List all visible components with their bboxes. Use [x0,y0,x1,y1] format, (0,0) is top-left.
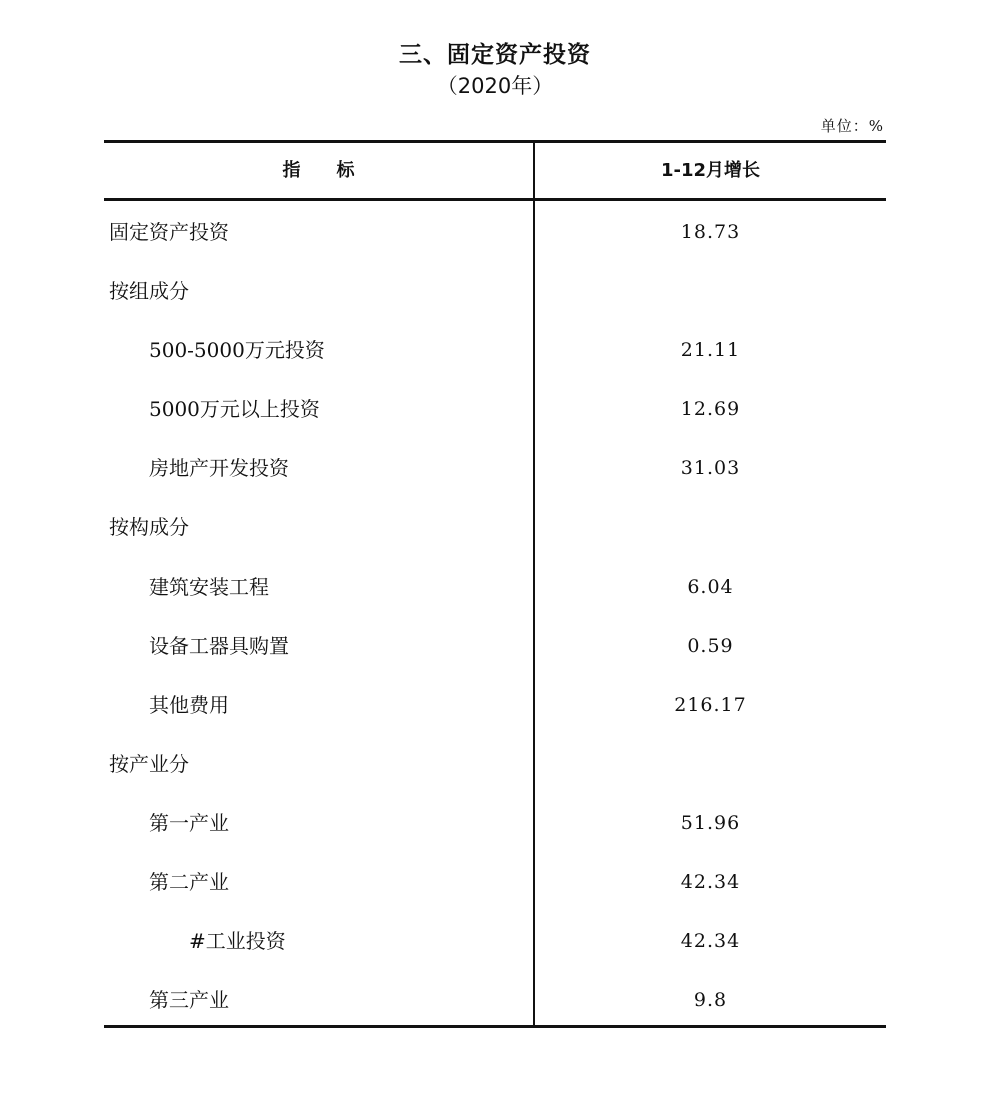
header-growth: 1-12月增长 [660,160,761,181]
row-label: #工业投资 [189,929,286,954]
row-label: 按构成分 [109,515,189,540]
table-body [104,201,886,1028]
row-value: 0.59 [687,634,734,657]
row-value [535,496,886,555]
header-indicator: 指标 [282,160,391,181]
page-subtitle: （2020年） [436,74,554,98]
row-value: 18.73 [680,221,741,243]
unit-label: 单位：% [820,117,884,135]
table-row [104,910,886,969]
table-row [104,201,886,260]
row-label: 其他费用 [149,692,229,717]
table-row [104,378,886,437]
table-row [104,851,886,910]
row-value: 31.03 [680,457,741,480]
row-label: 第二产业 [149,870,229,895]
row-value [535,260,886,319]
row-value: 51.96 [680,811,741,834]
table-row [104,556,886,615]
table-row [104,260,886,319]
data-table [104,140,886,1028]
table-row [104,969,886,1028]
row-value: 42.34 [680,930,741,953]
table-row [104,319,886,378]
row-label: 设备工器具购置 [149,633,289,658]
row-value: 21.11 [680,339,741,362]
table-row [104,792,886,851]
table-row [104,496,886,555]
table-row [104,674,886,733]
row-label: 5000万元以上投资 [149,397,320,422]
row-label: 按组成分 [109,279,189,304]
row-value: 12.69 [680,398,741,421]
row-label: 500-5000万元投资 [149,338,325,363]
row-value: 42.34 [680,871,741,894]
page-title: 三、固定资产投资 [399,42,591,68]
row-value: 6.04 [687,575,734,598]
row-value: 216.17 [674,693,747,716]
row-value [535,733,886,792]
row-value: 9.8 [693,989,728,1012]
table-row [104,615,886,674]
row-label: 房地产开发投资 [149,456,289,481]
row-label: 固定资产投资 [109,220,229,244]
row-label: 建筑安装工程 [149,574,269,599]
row-label: 第三产业 [149,988,229,1013]
table-row [104,437,886,496]
table-row [104,733,886,792]
row-label: 按产业分 [109,751,189,776]
row-label: 第一产业 [149,810,229,835]
